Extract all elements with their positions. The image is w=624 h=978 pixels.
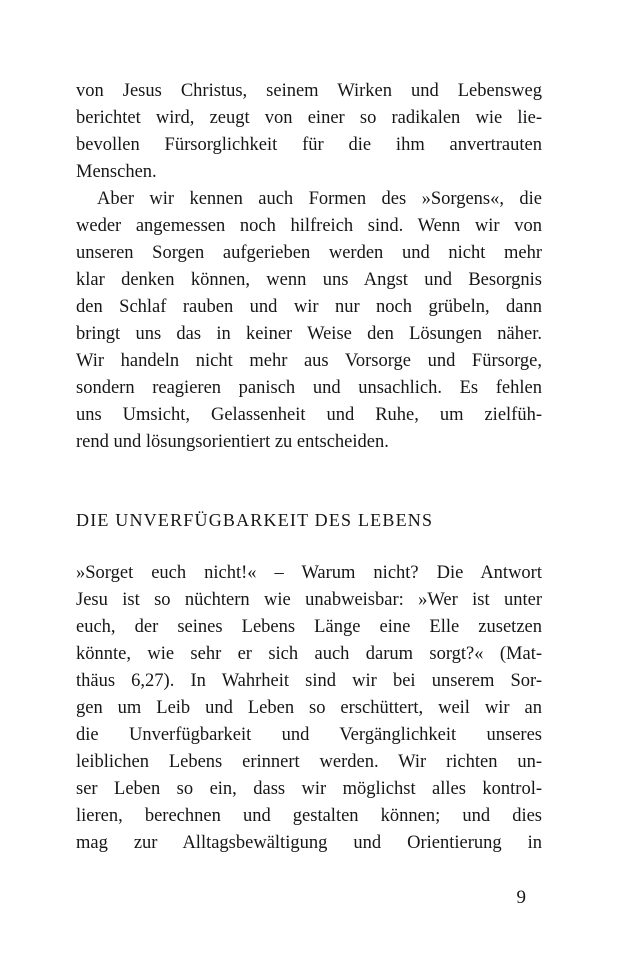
text-line: euch, der seines Lebens Länge eine Elle zusetzen <box>76 617 542 637</box>
text-column <box>76 78 542 857</box>
text-line: gen um Leib und Leben so erschüttert, weil wir an <box>76 698 542 718</box>
section-heading: DIE UNVERFÜGBARKEIT DES LEBENS <box>76 510 434 530</box>
paragraph-continuation <box>76 78 542 186</box>
text-line: uns Umsicht, Gelassenheit und Ruhe, um zielfüh- <box>76 405 542 425</box>
text-line: die Unverfügbarkeit und Vergänglichkeit unseres <box>76 725 542 745</box>
paragraph-sorget-euch-nicht <box>76 560 542 857</box>
page-number: 9 <box>516 887 526 908</box>
text-line: leiblichen Lebens erinnert werden. Wir richten un- <box>76 752 542 772</box>
text-line: lieren, berechnen und gestalten können; und dies <box>76 806 542 826</box>
text-line: sondern reagieren panisch und unsachlich. Es fehlen <box>76 378 542 398</box>
text-line: rend und lösungsorientiert zu entscheiden. <box>76 432 389 452</box>
text-line: Menschen. <box>76 162 157 182</box>
text-line: Aber wir kennen auch Formen des »Sorgens«, die <box>97 189 542 209</box>
text-line: weder angemessen noch hilfreich sind. Wenn wir von <box>76 216 542 236</box>
text-line: berichtet wird, zeugt von einer so radikalen wie lie- <box>76 108 542 128</box>
text-line: könnte, wie sehr er sich auch darum sorgt?« (Mat- <box>76 644 542 664</box>
text-line: ser Leben so ein, dass wir möglichst alles kontrol- <box>76 779 542 799</box>
paragraph-sorgen-formen <box>76 186 542 456</box>
text-line: »Sorget euch nicht!« – Warum nicht? Die Antwort <box>76 563 542 583</box>
text-line: bevollen Fürsorglichkeit für die ihm anvertrauten <box>76 135 542 155</box>
text-line: den Schlaf rauben und wir nur noch grübeln, dann <box>76 297 542 317</box>
text-line: unseren Sorgen aufgerieben werden und nicht mehr <box>76 243 542 263</box>
text-line: bringt uns das in keiner Weise den Lösungen näher. <box>76 324 542 344</box>
text-line: von Jesus Christus, seinem Wirken und Lebensweg <box>76 81 542 101</box>
text-line: Jesu ist so nüchtern wie unabweisbar: »Wer ist unter <box>76 590 542 610</box>
text-line: klar denken können, wenn uns Angst und Besorgnis <box>76 270 542 290</box>
text-line: mag zur Alltagsbewältigung und Orientierung in <box>76 833 542 853</box>
text-line: thäus 6,27). In Wahrheit sind wir bei unserem Sor- <box>76 671 542 691</box>
text-line: Wir handeln nicht mehr aus Vorsorge und Fürsorge, <box>76 351 542 371</box>
